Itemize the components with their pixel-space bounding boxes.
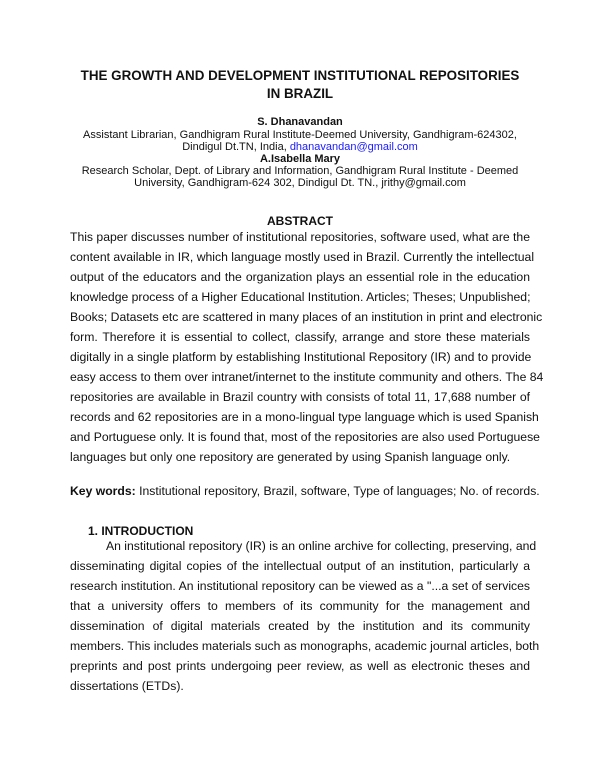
paragraph-line: content available in IR, which language mostly used in Brazil. Currently the intellectual xyxy=(70,250,535,264)
keywords xyxy=(70,484,540,498)
author-affiliation: Assistant Librarian, Gandhigram Rural Institute-Deemed University, Gandhigram-624302, xyxy=(83,129,517,141)
paragraph-line: form. Therefore it is essential to collect, classify, arrange and store these materials xyxy=(70,330,530,344)
paper-title-line-1: THE GROWTH AND DEVELOPMENT INSTITUTIONAL REPOSITORIES xyxy=(80,68,520,83)
keywords-text: Institutional repository, Brazil, software, Type of languages; No. of records. xyxy=(135,484,540,498)
author-email-link[interactable]: dhanavandan@gmail.com xyxy=(289,141,418,153)
paragraph-line: repositories are available in Brazil country with consists of total 11, 17,688 number of xyxy=(70,390,530,404)
abstract-heading: ABSTRACT xyxy=(267,214,333,228)
paragraph-line: that a university offers to members of its community for the management and xyxy=(70,599,530,613)
paragraph-line: digitally in a single platform by establishing Institutional Repository (IR) and to provide xyxy=(70,350,532,364)
paragraph-line: preprints and post prints undergoing peer review, as well as electronic theses and xyxy=(70,659,530,673)
paragraph-line: disseminating digital copies of the intellectual output of an institution, particularly a xyxy=(70,559,530,573)
author-affiliation: Research Scholar, Dept. of Library and Information, Gandhigram Rural Institute - Deemed xyxy=(81,165,519,177)
affiliation-text: Dindigul Dt.TN, India, xyxy=(182,141,290,153)
author-affiliation-line-2 xyxy=(0,141,600,153)
paragraph-line: dissemination of digital materials created by the institution and its community xyxy=(70,619,530,633)
paragraph-line: easy access to them over intranet/internet to the institute community and others. The 84 xyxy=(70,370,544,384)
paragraph-line: An institutional repository (IR) is an online archive for collecting, preserving, and xyxy=(106,539,537,553)
author-affiliation-line-2: University, Gandhigram-624 302, Dindigul Dt. TN., jrithy@gmail.com xyxy=(134,177,466,189)
paragraph-line: output of the educators and the organization plays an essential role in the education xyxy=(70,270,530,284)
section-heading-introduction: 1. INTRODUCTION xyxy=(88,524,194,538)
paragraph-line: dissertations (ETDs). xyxy=(70,679,184,693)
paragraph-line: members. This includes materials such as monographs, academic journal articles, both xyxy=(70,639,540,653)
paragraph-line: records and 62 repositories are in a mono-lingual type language which is used Spanish xyxy=(70,410,539,424)
keywords-label: Key words: xyxy=(70,484,136,498)
paper-title-line-2: IN BRAZIL xyxy=(266,86,334,101)
paragraph-line: knowledge process of a Higher Educational Institution. Articles; Theses; Unpublished; xyxy=(70,290,531,304)
paragraph-line: research institution. An institutional repository can be viewed as a "...a set of services xyxy=(70,579,530,593)
paragraph-line: This paper discusses number of institutional repositories, software used, what are the xyxy=(70,230,530,244)
paragraph-line: and Portuguese only. It is found that, most of the repositories are also used Portuguese xyxy=(70,430,540,444)
author-name: A.Isabella Mary xyxy=(259,153,341,165)
paragraph-line: languages but only one repository are generated by using Spanish language only. xyxy=(70,450,511,464)
author-name: S. Dhanavandan xyxy=(257,116,343,128)
paragraph-line: Books; Datasets etc are scattered in many places of an institution in print and electronic xyxy=(70,310,543,324)
